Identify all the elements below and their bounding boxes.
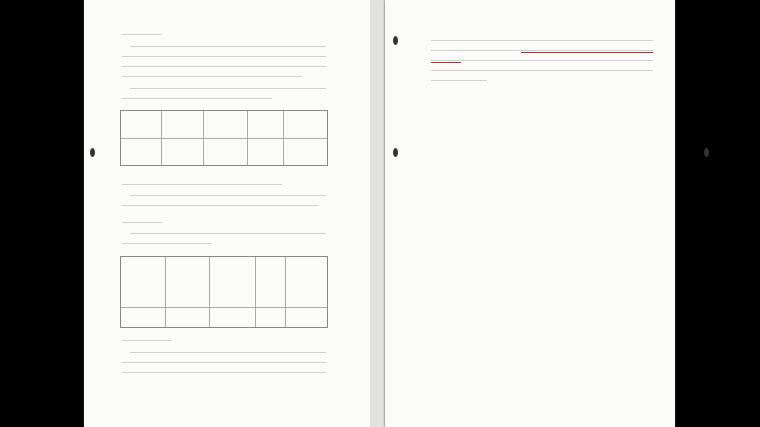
- text-line: [122, 243, 212, 244]
- text-line: [130, 195, 326, 196]
- text-line: [431, 70, 653, 71]
- page-gutter: [370, 0, 385, 427]
- text-line: [431, 60, 653, 61]
- document-page-right: [385, 0, 675, 427]
- text-line: [122, 76, 302, 77]
- text-line: [122, 222, 162, 223]
- text-line: [122, 372, 326, 373]
- text-line: [130, 46, 326, 47]
- text-line: [431, 80, 487, 81]
- text-line: [130, 233, 326, 234]
- text-line: [122, 98, 272, 99]
- punch-hole-mark: [393, 36, 398, 45]
- punch-hole-mark: [393, 148, 398, 157]
- text-line: [122, 56, 326, 57]
- text-line: [431, 50, 653, 51]
- text-line: [122, 34, 162, 35]
- text-line: [130, 88, 326, 89]
- text-line: [122, 66, 326, 67]
- text-line: [130, 352, 326, 353]
- punch-hole-mark: [90, 148, 95, 157]
- red-underline-annotation: [431, 62, 461, 63]
- text-line: [122, 340, 172, 341]
- red-underline-annotation: [521, 52, 653, 53]
- table: [120, 110, 328, 166]
- text-line: [122, 184, 282, 185]
- text-line: [122, 362, 326, 363]
- punch-hole-mark: [704, 148, 709, 157]
- document-page-left: [84, 0, 370, 427]
- text-line: [431, 40, 653, 41]
- table: [120, 256, 328, 328]
- text-line: [122, 205, 318, 206]
